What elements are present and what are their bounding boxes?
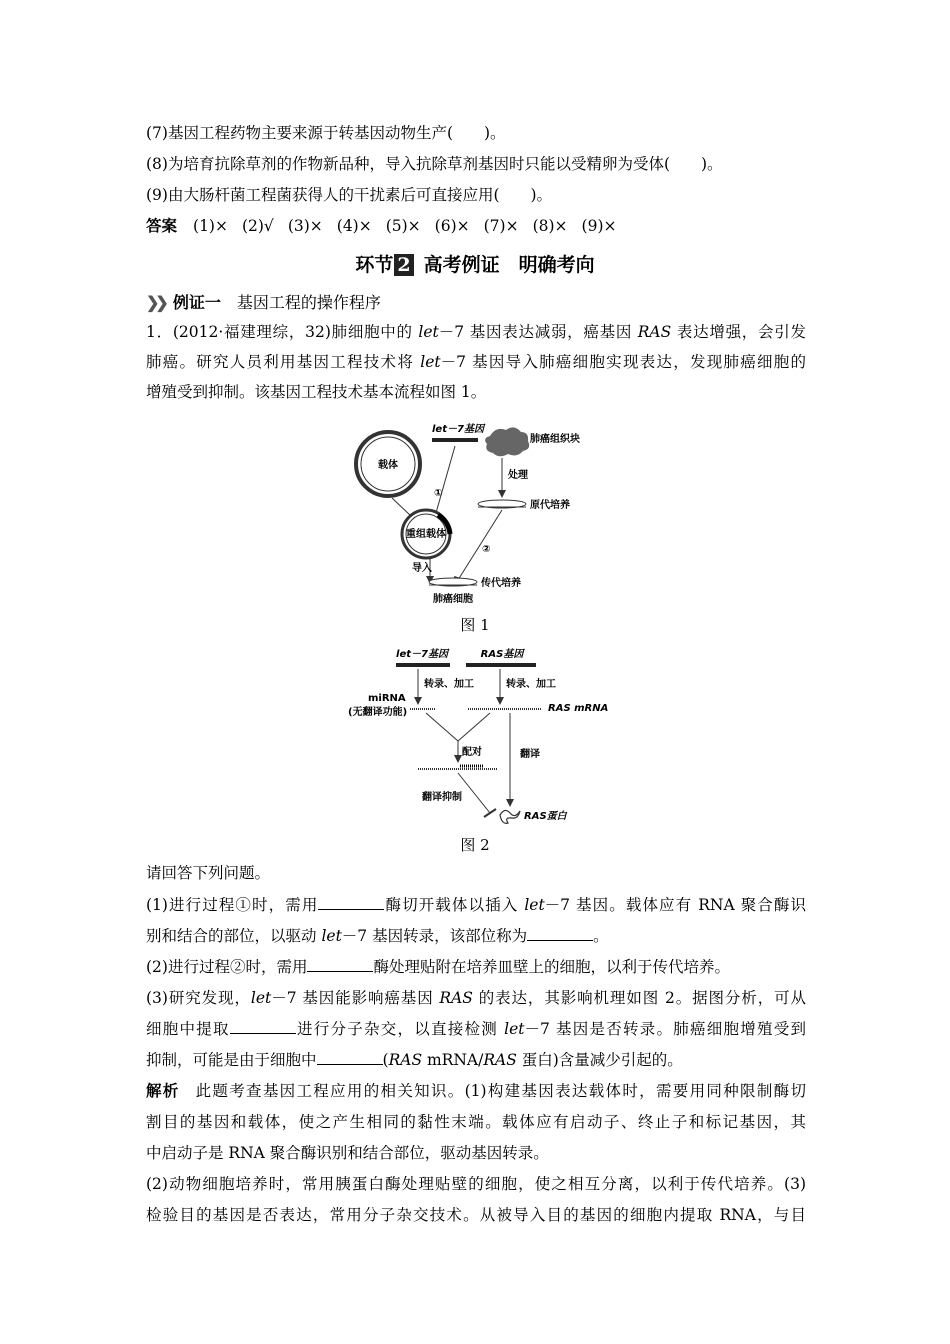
ras-mrna-label: RAS mRNA (548, 703, 609, 714)
answer-item: (4)× (336, 217, 372, 235)
figure-2 (340, 645, 620, 830)
ras-gene-bar (466, 663, 536, 667)
question-intro-line-1: 1．(2012·福建理综，32)肺细胞中的 let－7 基因表达减弱，癌基因 RAS 表达增强，会引发 (146, 323, 806, 341)
example-heading (146, 290, 381, 313)
ras-protein-icon (500, 810, 520, 823)
judgment-7: (7)基因工程药物主要来源于转基因动物生产( )。 (146, 124, 506, 142)
process-label: 处理 (508, 470, 528, 481)
analysis-line-2: 割目的基因和载体，使之产生相同的黏性末端。载体应有启动子、终止子和标记基因，其 (146, 1113, 806, 1131)
let-gene-label: let－7基因 (432, 424, 484, 435)
transcribe-label-2: 转录、加工 (506, 679, 556, 690)
answer-line (146, 216, 806, 236)
analysis-line-5: 检验目的基因是否表达，常用分子杂交技术。从被导入目的基因的细胞内提取 RNA，与目 (146, 1206, 806, 1224)
question-intro-line-2: 肺癌。研究人员利用基因工程技术将 let－7 基因导入肺癌细胞实现表达，发现肺癌细胞的 (146, 353, 806, 371)
transcribe-label-1: 转录、加工 (424, 679, 474, 690)
subquestion-1-line-1: (1)进行过程①时，需用 酶切开载体以插入 let－7 基因。载体应有 RNA 聚合酶识 (146, 896, 806, 914)
answer-item: (7)× (483, 217, 519, 235)
example-tag: 例证一 (172, 293, 221, 312)
example-title: 基因工程的操作程序 (236, 293, 381, 312)
section-heading (0, 250, 950, 277)
answer-item: (3)× (287, 217, 323, 235)
section-prefix: 环节 (355, 254, 394, 276)
let-gene-bar (432, 438, 478, 442)
answer-item: (9)× (581, 217, 617, 235)
double-chevron-icon: ❯❯ (146, 293, 165, 312)
subquestion-2: (2)进行过程②时，需用 酶处理贴附在培养皿壁上的细胞，以利于传代培养。 (146, 958, 730, 976)
judgment-8: (8)为培育抗除草剂的作物新品种，导入抗除草剂基因时只能以受精卵为受体( )。 (146, 155, 723, 173)
answer-blank[interactable] (230, 1019, 296, 1034)
answer-item: (8)× (532, 217, 568, 235)
ras-protein-label: RAS蛋白 (524, 811, 567, 822)
translation-label: 翻译 (520, 749, 540, 760)
step-2-label: ② (482, 544, 491, 555)
vector-label: 载体 (378, 460, 398, 471)
figure-1 (340, 416, 610, 606)
subquestion-3-line-3: 抑制，可能是由于细胞中 (RAS mRNA/RAS 蛋白)含量减少引起的。 (146, 1051, 683, 1069)
primary-culture-label: 原代培养 (530, 500, 570, 511)
recombinant-label: 重组载体 (406, 529, 446, 540)
answer-label: 答案 (146, 216, 178, 235)
answer-item: (5)× (385, 217, 421, 235)
answer-blank[interactable] (527, 926, 593, 941)
lung-cancer-cells-label: 肺癌细胞 (433, 594, 473, 605)
analysis-line-3: 中启动子是 RNA 聚合酶识别和结合部位，驱动基因转录。 (146, 1144, 549, 1162)
mirna-label: miRNA (368, 693, 406, 704)
let-gene-label: let－7基因 (396, 649, 448, 660)
tissue-label: 肺癌组织块 (530, 434, 580, 445)
question-intro-line-3: 增殖受到抑制。该基因工程技术基本流程如图 1。 (146, 383, 487, 401)
answer-blank[interactable] (318, 895, 384, 910)
answer-item: (1)× (193, 217, 228, 235)
answer-item: (6)× (434, 217, 470, 235)
section-number-badge: 2 (394, 254, 413, 276)
passage-culture-label: 传代培养 (481, 578, 521, 589)
ras-gene-label: RAS基因 (480, 649, 524, 660)
answer-blank[interactable] (307, 957, 373, 972)
analysis-line-4: (2)动物细胞培养时，常用胰蛋白酶处理贴壁的细胞，使之相互分离，以利于传代培养。(3) (146, 1175, 806, 1193)
pairing-label: 配对 (462, 747, 482, 758)
step-1-label: ① (434, 488, 443, 499)
subquestion-3-line-1: (3)研究发现，let－7 基因能影响癌基因 RAS 的表达，其影响机理如图 2。据图分析，可从 (146, 989, 806, 1007)
figure-2-caption: 图 2 (460, 836, 490, 854)
analysis-label: 解析 (146, 1081, 180, 1100)
tissue-blob-icon (485, 427, 529, 456)
answer-blank[interactable] (317, 1050, 383, 1065)
analysis-line-1: 解析 此题考查基因工程应用的相关知识。(1)构建基因表达载体时，需要用同种限制酶切 (146, 1081, 806, 1100)
subquestion-1-line-2: 别和结合的部位，以驱动 let－7 基因转录，该部位称为 。 (146, 927, 609, 945)
answer-prompt: 请回答下列问题。 (146, 864, 271, 882)
answer-item: (2)√ (241, 217, 274, 235)
no-translation-label: (无翻译功能) (348, 707, 408, 718)
section-title: 高考例证 明确考向 (423, 254, 595, 276)
subquestion-3-line-2: 细胞中提取 进行分子杂交，以直接检测 let－7 基因是否转录。肺癌细胞增殖受到 (146, 1020, 806, 1038)
import-label: 导入 (412, 563, 432, 574)
figure-1-caption: 图 1 (460, 616, 490, 634)
judgment-9: (9)由大肠杆菌工程菌获得人的干扰素后可直接应用( )。 (146, 186, 553, 204)
translation-inhibit-label: 翻译抑制 (422, 792, 462, 803)
let-gene-bar (396, 663, 450, 667)
